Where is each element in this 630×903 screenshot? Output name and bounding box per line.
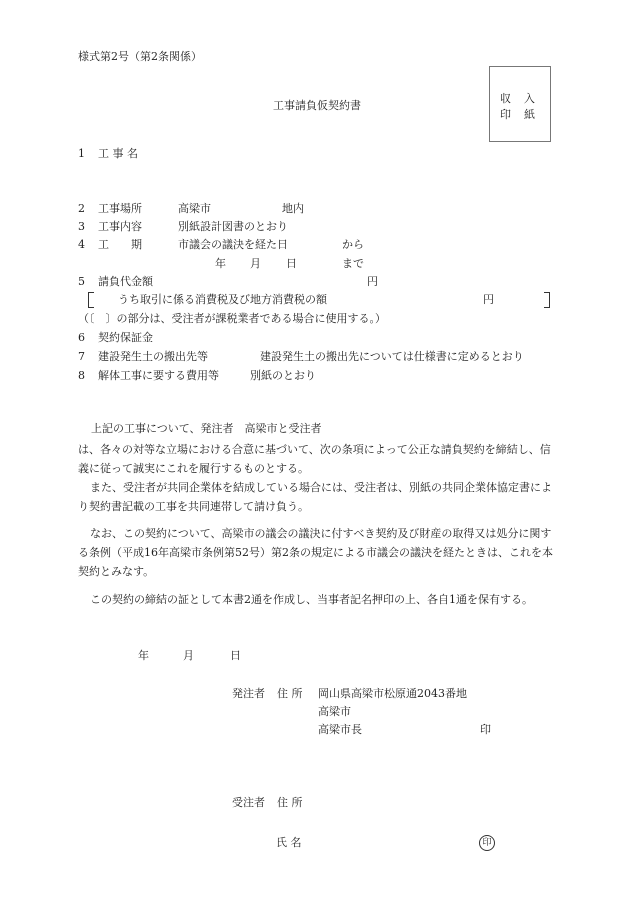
item-4-day: 日: [286, 257, 297, 270]
bracket-note: （〔 〕の部分は、受注者が課税業者である場合に使用する。）: [78, 312, 386, 325]
contractor-seal: 印: [479, 835, 495, 851]
item-4-year: 年: [215, 257, 226, 270]
stamp-label-line1: 収 入: [500, 92, 536, 105]
item-4-month: 月: [250, 257, 261, 270]
tax-bracket-left: [88, 292, 94, 308]
item-2-suffix: 地内: [282, 202, 304, 215]
item-4-value: 市議会の議決を経た日: [178, 238, 288, 251]
client-role: 発注者: [232, 687, 265, 700]
item-7-label: 建設発生土の搬出先等: [98, 350, 208, 363]
item-3-number: 3: [78, 220, 85, 233]
body-paragraph-1-lead: 上記の工事について、発注者 高梁市と受注者: [91, 422, 322, 435]
item-6-label: 契約保証金: [98, 331, 153, 344]
item-4-label: 工 期: [98, 238, 142, 251]
body-paragraph-4: この契約の締結の証として本書2通を作成し、当事者記名押印の上、各自1通を保有する。: [90, 593, 533, 606]
client-address: 岡山県高梁市松原通2043番地: [318, 687, 467, 700]
item-8-value: 別紙のとおり: [250, 369, 316, 382]
item-5-yen: 円: [367, 275, 378, 288]
client-seal: 印: [480, 723, 491, 736]
item-1-number: 1: [78, 147, 85, 160]
date-month: 月: [183, 649, 194, 662]
body-paragraph-1: は、各々の対等な立場における合意に基づいて、次の条項によって公正な請負契約を締結し、信義に従って誠実にこれを履行するものとする。: [78, 443, 551, 475]
tax-bracket-right: [544, 292, 550, 308]
date-day: 日: [230, 649, 241, 662]
client-name: 高梁市: [318, 705, 351, 718]
item-7-number: 7: [78, 350, 85, 363]
client-representative: 高梁市長: [318, 723, 362, 736]
form-number: 様式第2号（第2条関係）: [78, 50, 202, 63]
contractor-address-label: 住 所: [277, 796, 303, 809]
item-6-number: 6: [78, 331, 85, 344]
document-title: 工事請負仮契約書: [273, 99, 361, 112]
item-2-label: 工事場所: [98, 202, 142, 215]
item-4-number: 4: [78, 238, 85, 251]
item-3-label: 工事内容: [98, 220, 142, 233]
client-address-label: 住 所: [277, 687, 303, 700]
contractor-name-label: 氏 名: [276, 836, 302, 849]
item-8-number: 8: [78, 369, 85, 382]
item-4-until: まで: [342, 257, 364, 270]
item-1-label: 工 事 名: [98, 147, 138, 160]
body-paragraph-3: なお、この契約について、高梁市の議会の議決に付すべき契約及び財産の取得又は処分に関する条例（平成16年高梁市条例第52号）第2条の規定による市議会の議決を経たときは、これを本契約とみなす。: [78, 527, 553, 578]
item-5-number: 5: [78, 275, 85, 288]
item-2-value: 高梁市: [178, 202, 211, 215]
item-7-value: 建設発生土の搬出先については仕様書に定めるとおり: [260, 350, 524, 363]
item-5-label: 請負代金額: [98, 275, 153, 288]
date-year: 年: [138, 649, 149, 662]
stamp-label-line2: 印 紙: [500, 108, 536, 121]
item-5-tax-text: うち取引に係る消費税及び地方消費税の額: [118, 293, 327, 306]
item-4-from: から: [342, 238, 364, 251]
item-2-number: 2: [78, 202, 85, 215]
item-8-label: 解体工事に要する費用等: [98, 369, 219, 382]
item-5-tax-yen: 円: [483, 293, 494, 306]
body-paragraph-2: また、受注者が共同企業体を結成している場合には、受注者は、別紙の共同企業体協定書により契約書記載の工事を共同連帯して請け負う。: [78, 481, 552, 513]
contractor-role: 受注者: [232, 796, 265, 809]
item-3-value: 別紙設計図書のとおり: [178, 220, 288, 233]
